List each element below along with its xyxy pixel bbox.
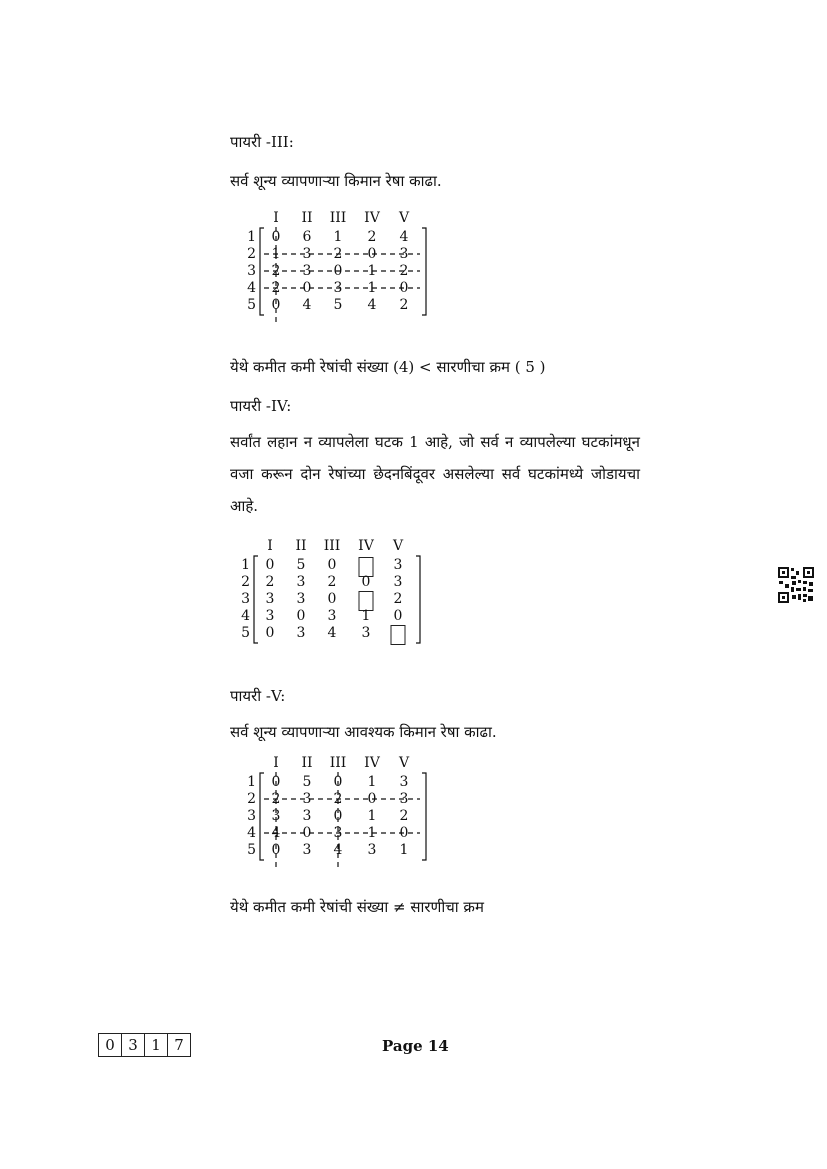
right-bracket [416,556,420,643]
page-number: Page 14 [382,1037,449,1055]
matrix-cell: 0 [361,574,371,590]
column-header: V [398,210,410,226]
matrix-cell: 0 [271,229,281,245]
step5-heading: पायरी -V: [230,687,286,705]
matrix-cell: 3 [302,791,312,807]
step3-result: येथे कमीत कमी रेषांची संख्या (4) < सारणीचा क्रम ( 5 ) [230,358,546,376]
matrix-cell: 1 [367,774,377,790]
matrix-cell: 2 [327,574,337,590]
matrix-cell: 2 [271,791,281,807]
matrix-cell: 0 [271,774,281,790]
empty-box [391,625,406,645]
matrix-cell: 3 [393,557,403,573]
left-bracket [260,228,264,315]
right-bracket [422,228,426,315]
matrix-cell: 2 [399,263,409,279]
row-label: 1 [247,229,256,245]
matrix-cell: 0 [302,280,312,296]
matrix-cell: 0 [265,625,275,641]
step3-heading: पायरी -III: [230,133,294,151]
matrix-cell: 5 [302,774,312,790]
matrix-cell: 3 [296,574,306,590]
matrix-cell: 2 [271,263,281,279]
matrix-cell: 1 [367,280,377,296]
matrix-cell: 0 [367,791,377,807]
matrix-cell: 3 [302,842,312,858]
row-label: 1 [241,557,250,573]
matrix-cell: 0 [327,591,337,607]
matrix-cell: 4 [302,297,312,313]
left-bracket [260,773,264,860]
column-header: I [273,210,279,226]
row-label: 3 [241,591,250,607]
qr-code-icon [777,566,815,604]
matrix-cell: 1 [361,608,371,624]
matrix-cell: 3 [302,808,312,824]
column-header: I [273,755,279,771]
column-header: I [267,538,273,554]
step5-result: येथे कमीत कमी रेषांची संख्या ≠ सारणीचा क्रम [230,898,484,916]
row-label: 5 [247,297,256,313]
matrix-cell: 4 [271,825,281,841]
matrix-cell: 4 [399,229,409,245]
column-header: II [301,755,313,771]
matrix-cell: 0 [296,608,306,624]
matrix-cell: 0 [333,263,343,279]
row-label: 2 [247,791,256,807]
row-label: 4 [247,825,256,841]
row-label: 2 [241,574,250,590]
right-bracket [422,773,426,860]
row-label: 1 [247,774,256,790]
row-label: 3 [247,263,256,279]
step4-heading: पायरी -IV: [230,397,292,415]
matrix-cell: 6 [302,229,312,245]
matrix-cell: 0 [271,297,281,313]
column-header: III [323,538,341,554]
matrix-cell: 1 [271,246,281,262]
matrix-cell: 0 [399,280,409,296]
matrix-cell: 2 [271,280,281,296]
matrix-cell: 3 [302,263,312,279]
matrix-cell: 4 [367,297,377,313]
row-label: 4 [241,608,250,624]
matrix-cell: 3 [302,246,312,262]
code-digit: 0 [99,1034,122,1056]
column-header: V [398,755,410,771]
matrix-cell: 5 [296,557,306,573]
matrix-cell: 0 [367,246,377,262]
step5-instruction: सर्व शून्य व्यापणाऱ्या आवश्यक किमान रेषा काढा. [230,723,497,741]
matrix-cell: 0 [327,557,337,573]
matrix-cell: 0 [399,825,409,841]
matrix-cell: 3 [271,808,281,824]
column-header: III [329,210,347,226]
step5-matrix [242,755,432,865]
column-header: V [392,538,404,554]
matrix-cell: 1 [399,842,409,858]
matrix-cell: 0 [333,808,343,824]
column-header: III [329,755,347,771]
matrix-cell: 0 [393,608,403,624]
step4-text: सर्वांत लहान न व्यापलेला घटक 1 आहे, जो सर्व न व्यापलेल्या घटकांमधून वजा करून दोन रेषांच्या छेदनबिंदूवर असलेल्या सर्व घटकांमध्ये जोडायचा आहे. [230,433,640,515]
row-label: 3 [247,808,256,824]
matrix-cell: 3 [399,774,409,790]
matrix-cell: 2 [367,229,377,245]
matrix-cell: 3 [399,791,409,807]
matrix-cell: 3 [333,825,343,841]
matrix-cell: 3 [333,280,343,296]
matrix-cell: 1 [367,808,377,824]
matrix-cell: 2 [393,591,403,607]
matrix-cell: 2 [333,246,343,262]
step3-instruction: सर्व शून्य व्यापणाऱ्या किमान रेषा काढा. [230,172,442,190]
column-header: IV [364,210,380,226]
row-label: 2 [247,246,256,262]
matrix-cell: 2 [265,574,275,590]
step4-matrix [236,538,426,653]
matrix-cell: 3 [327,608,337,624]
matrix-cell: 0 [265,557,275,573]
row-label: 4 [247,280,256,296]
matrix-cell: 4 [333,842,343,858]
code-digit: 1 [145,1034,168,1056]
left-bracket [254,556,258,643]
column-header: II [295,538,307,554]
matrix-cell: 5 [333,297,343,313]
matrix-cell: 3 [296,625,306,641]
matrix-cell: 0 [333,774,343,790]
column-header: IV [358,538,374,554]
column-header: II [301,210,313,226]
matrix-cell: 1 [333,229,343,245]
code-digit: 3 [122,1034,145,1056]
matrix-cell: 1 [367,263,377,279]
code-digit: 7 [174,1036,184,1054]
row-label: 5 [241,625,250,641]
column-header: IV [364,755,380,771]
matrix-cell: 3 [296,591,306,607]
matrix-cell: 2 [399,808,409,824]
matrix-cell: 3 [367,842,377,858]
matrix-cell: 2 [399,297,409,313]
matrix-cell: 0 [271,842,281,858]
matrix-cell: 3 [393,574,403,590]
matrix-cell: 3 [265,608,275,624]
matrix-cell: 3 [361,625,371,641]
matrix-cell: 4 [327,625,337,641]
row-label: 5 [247,842,256,858]
matrix-cell: 3 [399,246,409,262]
question-code-boxes [98,1033,191,1057]
matrix-cell-boxed [391,625,406,649]
step3-matrix [242,210,432,320]
matrix-cell: 0 [302,825,312,841]
matrix-cell: 2 [333,791,343,807]
matrix-cell: 1 [367,825,377,841]
matrix-cell: 3 [265,591,275,607]
